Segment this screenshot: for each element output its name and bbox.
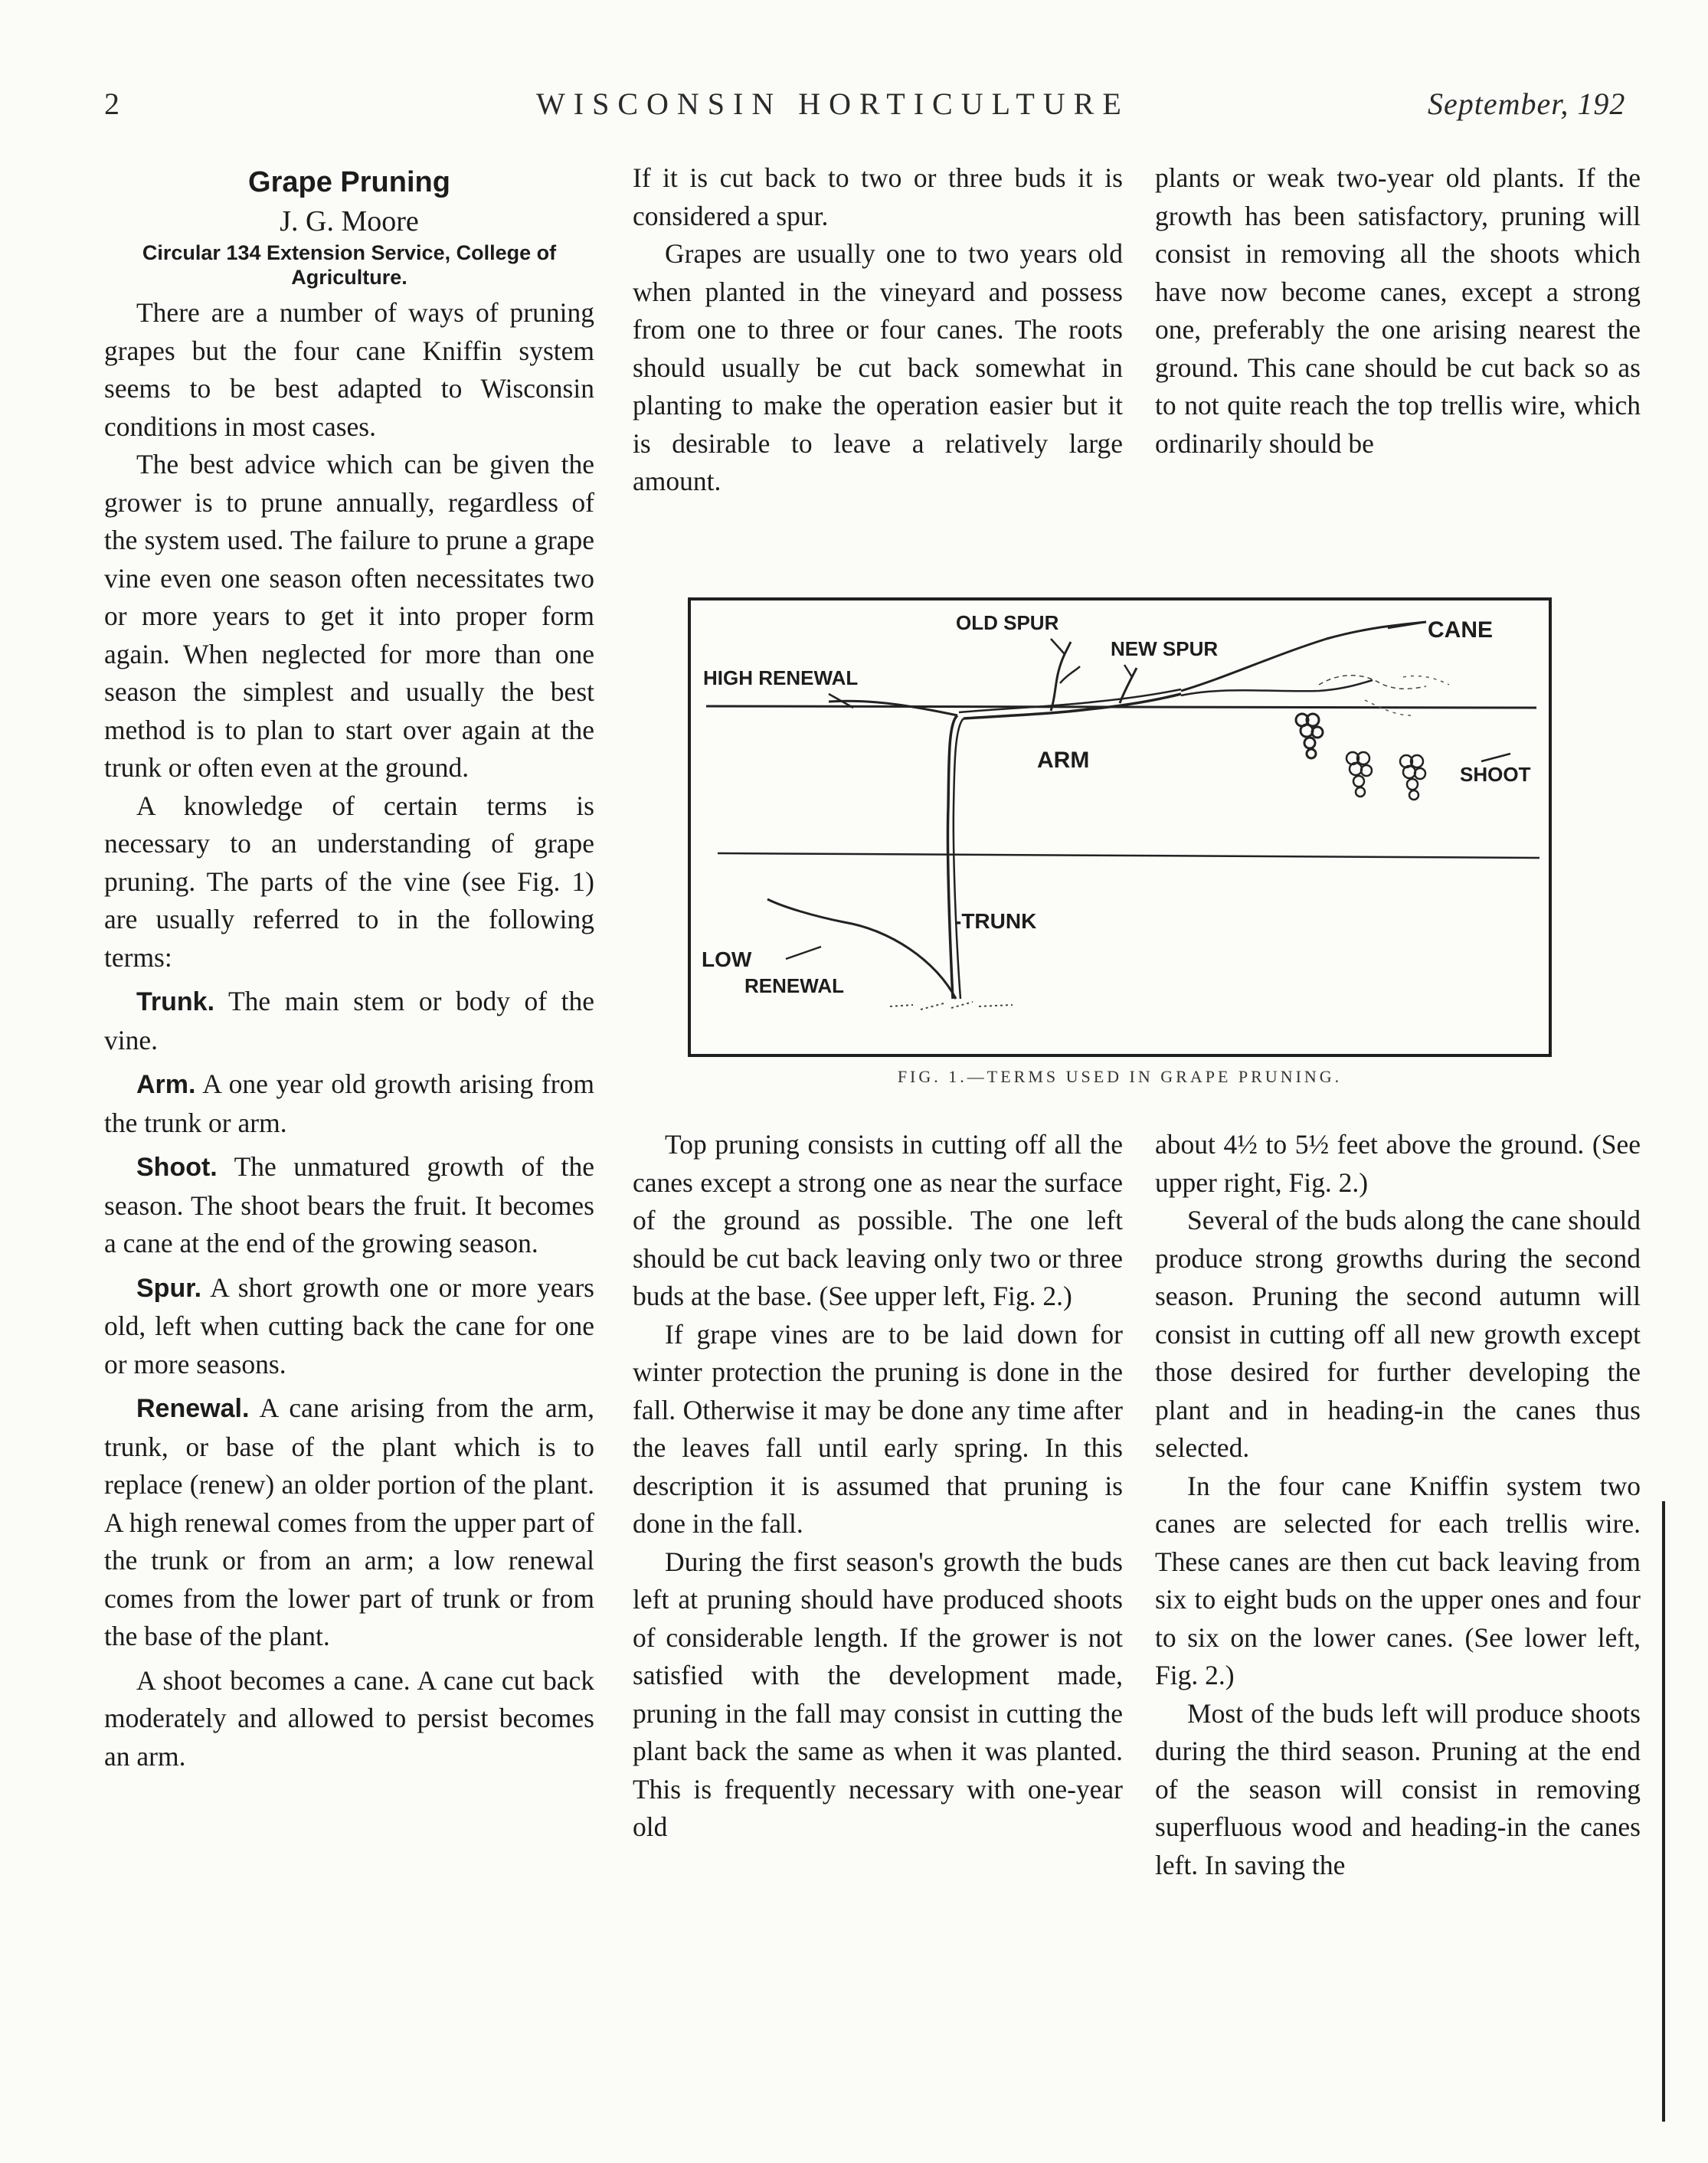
term-label: Spur. — [136, 1273, 202, 1303]
term-definition: A one year old growth arising from the trunk or arm. — [104, 1068, 594, 1138]
label-old-spur: OLD SPUR — [956, 611, 1059, 634]
paragraph: If grape vines are to be laid down for winter protection the pruning is done in the fall. Otherwise it may be done any time after the leaves fall until early spring. In this description it is assumed that pruning is done in the fall. — [633, 1318, 1123, 1539]
article-title: Grape Pruning — [248, 166, 450, 198]
term-definition: The unmatured growth of the season. The shoot bears the fruit. It becomes a cane at the end of the growing season. — [104, 1151, 594, 1258]
column-rule — [1662, 1501, 1665, 2122]
definition-trunk — [104, 983, 594, 1059]
paragraph: During the first season's growth the buds left at pruning should have produced shoots of considerable length. If the grower is not satisfied with the development made, pruning in the fall may consist in cutting the plant back the same as when it was planted. This is frequently necessary with one-year old — [633, 1546, 1123, 1842]
definition-spur — [104, 1269, 594, 1384]
paragraph: about 4½ to 5½ feet above the ground. (See upper right, Fig. 2.) — [1155, 1129, 1641, 1198]
grape-cluster — [1296, 714, 1323, 758]
pointer-shoot — [1481, 754, 1510, 761]
figure-grape-vine-diagram — [688, 597, 1552, 1057]
trunk-stem-outline — [954, 718, 964, 999]
column-2-top — [633, 159, 1123, 501]
label-renewal: RENEWAL — [744, 974, 844, 997]
lower-trellis-wire — [718, 853, 1539, 858]
column-1 — [104, 162, 594, 1775]
label-trunk: -TRUNK — [954, 909, 1037, 933]
old-spur-branch — [1060, 666, 1080, 683]
column-2-bottom — [633, 1126, 1123, 1847]
paragraph: Most of the buds left will produce shoots during the third season. Pruning at the end of the season will consist in removing superfluous wood and heading-in the canes left. In saving the — [1155, 1697, 1641, 1880]
ground-line — [890, 1002, 1013, 1010]
label-new-spur: NEW SPUR — [1111, 637, 1219, 660]
high-renewal-cane — [829, 701, 957, 715]
definition-renewal — [104, 1389, 594, 1656]
article-author: J. G. Moore — [280, 205, 419, 237]
paragraph: Several of the buds along the cane should produce strong growths during the second season. Pruning the second autumn will consist in cutting off all new growth except those desired for further developing the plant and in heading-in the canes thus selected. — [1155, 1205, 1641, 1463]
definition-shoot — [104, 1148, 594, 1263]
paragraph: If it is cut back to two or three buds it is considered a spur. — [633, 162, 1123, 231]
term-label: Renewal. — [136, 1394, 250, 1423]
paragraph: The best advice which can be given the grower is to prune annually, regardless of the system used. The failure to prune a grape vine even one season often necessitates two or more years to get it into proper form again. When neglected for more than one season the simplest and usually the best method is to plan to start over again at the trunk or often even at the ground. — [104, 449, 594, 783]
paragraph: Grapes are usually one to two years old when planted in the vineyard and possess from one to three or four canes. The roots should usually be cut back somewhat in planting to make the operation easier but it is desirable to leave a relatively large amount. — [633, 238, 1123, 496]
column-3-top — [1155, 159, 1641, 463]
paragraph: plants or weak two-year old plants. If the growth has been satisfactory, pruning will consist in removing all the shoots which have now become canes, except a strong one, preferably the one arising nearest the ground. This cane should be cut back so as to not quite reach the top trellis wire, which ordinarily should be — [1155, 162, 1641, 459]
term-label: Arm. — [136, 1070, 196, 1099]
label-shoot: SHOOT — [1460, 763, 1531, 786]
label-high-renewal: HIGH RENEWAL — [703, 666, 859, 689]
shoot-foliage — [1319, 676, 1426, 689]
paragraph: There are a number of ways of pruning grapes but the four cane Kniffin system seems to be best adapted to Wisconsin conditions in most cases. — [104, 297, 594, 442]
paragraph: A shoot becomes a cane. A cane cut back moderately and allowed to persist becomes an arm. — [104, 1664, 594, 1772]
article-source: Circular 134 Extension Service, College of Agriculture. — [142, 241, 557, 289]
pointer-new-spur — [1124, 665, 1132, 677]
paragraph: In the four cane Kniffin system two canes are selected for each trellis wire. These canes are then cut back leaving from six to eight buds on the upper ones and four to six on the lower canes. (See lower left, Fig. 2.) — [1155, 1470, 1641, 1690]
term-definition: A cane arising from the arm, trunk, or base of the plant which is to replace (renew) an older portion of the plant. A high renewal comes from the upper part of the trunk or from an arm; a low renewal comes from the lower part of trunk or from the base of the plant. — [104, 1392, 594, 1651]
term-label: Shoot. — [136, 1153, 218, 1182]
definition-arm — [104, 1065, 594, 1142]
figure-caption: FIG. 1.—TERMS USED IN GRAPE PRUNING. — [897, 1067, 1343, 1086]
pointer-old-spur — [1051, 639, 1065, 654]
label-arm: ARM — [1037, 748, 1090, 773]
term-definition: The main stem or body of the vine. — [104, 986, 594, 1055]
paragraph: Top pruning consists in cutting off all the canes except a strong one as near the surface of the ground as possible. The one left should be cut back leaving only two or three buds at the base. (See upper left, Fig. 2.) — [633, 1129, 1123, 1311]
column-3-bottom — [1155, 1126, 1641, 1884]
paragraph: A knowledge of certain terms is necessary to an understanding of grape pruning. The parts of the vine (see Fig. 1) are usually referred to in the following terms: — [104, 790, 594, 973]
issue-date: September, 192 — [1428, 87, 1626, 121]
label-cane: CANE — [1428, 617, 1494, 643]
page-number: 2 — [104, 87, 120, 121]
vine-illustration — [691, 600, 1555, 1060]
journal-title: WISCONSIN HORTICULTURE — [536, 87, 1130, 121]
pointer-low-renewal — [786, 947, 821, 959]
grape-cluster — [1400, 755, 1425, 800]
term-label: Trunk. — [136, 987, 215, 1016]
label-low: LOW — [702, 947, 752, 971]
grape-cluster — [1346, 752, 1372, 797]
term-definition: A short growth one or more years old, left when cutting back the cane for one or more seasons. — [104, 1271, 594, 1379]
